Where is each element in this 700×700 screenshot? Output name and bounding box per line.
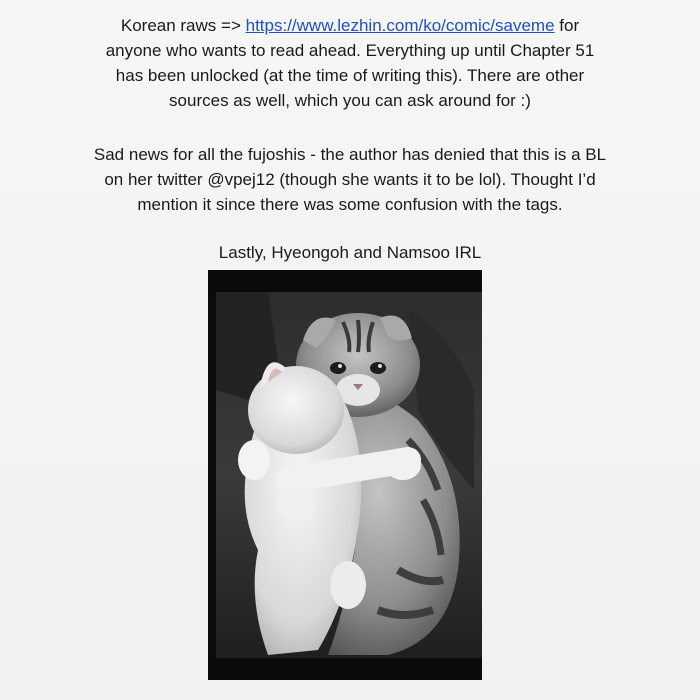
paragraph-line: Sad news for all the fujoshis - the author has denied that this is a BL bbox=[93, 145, 607, 164]
cats-photo bbox=[208, 270, 482, 680]
text-lead: Korean raws => bbox=[120, 16, 246, 35]
paragraph-line: mention it since there was some confusion with the tags. bbox=[137, 195, 563, 214]
paragraph-line: on her twitter @vpej12 (though she wants it to be lol). Thought I’d bbox=[104, 170, 596, 189]
paragraph-korean-raws bbox=[40, 13, 660, 113]
paragraph-author-note bbox=[40, 142, 660, 217]
paragraph-line: anyone who wants to read ahead. Everything up until Chapter 51 bbox=[105, 41, 595, 60]
text-tail: for bbox=[554, 16, 580, 35]
paragraph-lastly bbox=[40, 240, 660, 265]
paragraph-line bbox=[40, 13, 660, 38]
paragraph-line: Lastly, Hyeongoh and Namsoo IRL bbox=[218, 243, 482, 262]
two-cats-hugging-photo-icon bbox=[208, 270, 482, 680]
paragraph-line: sources as well, which you can ask around for :) bbox=[169, 91, 531, 110]
lezhin-link[interactable]: https://www.lezhin.com/ko/comic/saveme bbox=[245, 16, 555, 35]
paragraph-line: has been unlocked (at the time of writing this). There are other bbox=[115, 66, 585, 85]
